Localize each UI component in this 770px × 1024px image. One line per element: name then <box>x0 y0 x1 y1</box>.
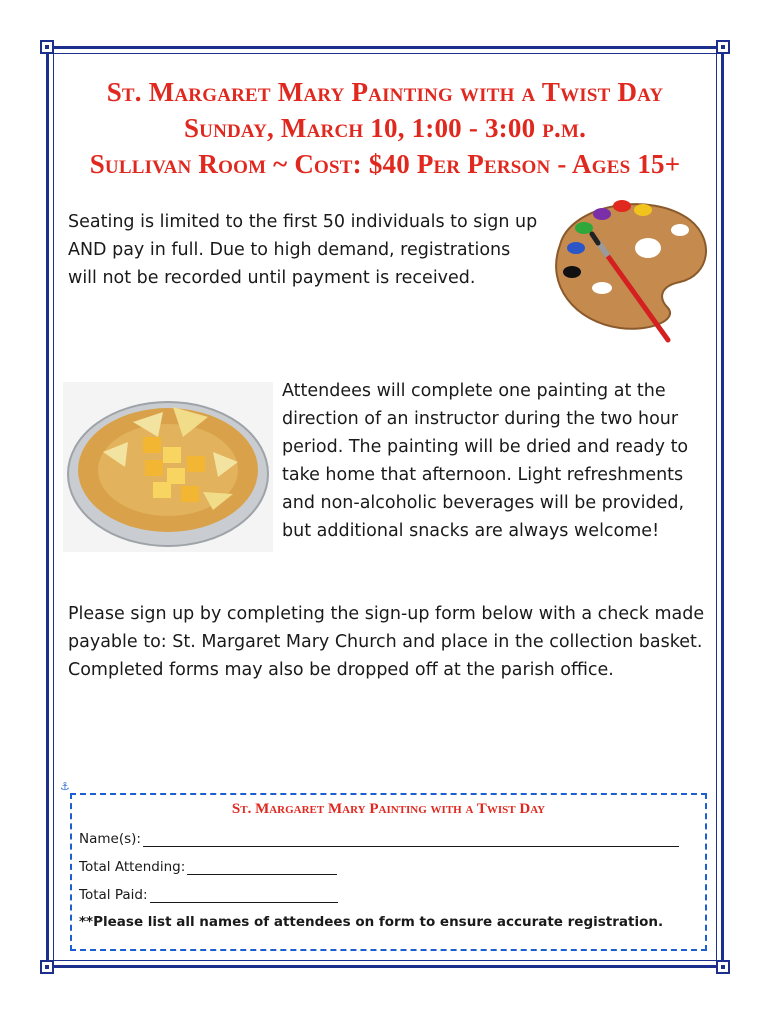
signup-form <box>70 793 707 951</box>
corner-ornament-bottom-right <box>716 960 730 974</box>
form-note: **Please list all names of attendees on form to ensure accurate registration. <box>79 914 664 930</box>
total-paid-field[interactable] <box>79 887 338 903</box>
attendees-paragraph: Attendees will complete one painting at the direction of an instructor during the two hour period. The painting will be dried and ready to take home that afternoon. Light refreshments and non-alcoholic beverages will be provided, but additional snacks are always welcome! <box>282 381 689 541</box>
total-paid-label: Total Paid: <box>79 887 148 903</box>
total-attending-line[interactable] <box>187 860 337 875</box>
event-date-time: Sunday, March 10, 1:00 - 3:00 p.m. <box>183 113 587 143</box>
names-label: Name(s): <box>79 831 141 847</box>
total-attending-field[interactable] <box>79 859 337 875</box>
seating-paragraph: Seating is limited to the first 50 individuals to sign up AND pay in full. Due to high demand, registrations will not be recorded until payment is received. <box>68 212 538 288</box>
signup-paragraph: Please sign up by completing the sign-up form below with a check made payable to: St. Margaret Mary Church and place in the collection basket. Completed forms may also be dropped off at the parish office. <box>68 604 705 680</box>
paint-palette-icon <box>540 190 715 345</box>
cheese-cracker-tray-icon <box>63 382 273 552</box>
event-title-block <box>60 74 710 182</box>
event-title: St. Margaret Mary Painting with a Twist Day <box>106 77 664 107</box>
total-paid-line[interactable] <box>150 888 338 903</box>
form-title: St. Margaret Mary Painting with a Twist Day <box>231 801 546 817</box>
corner-ornament-top-right <box>716 40 730 54</box>
corner-ornament-bottom-left <box>40 960 54 974</box>
anchor-icon: ⚓ <box>60 780 70 793</box>
corner-ornament-top-left <box>40 40 54 54</box>
event-location-cost: Sullivan Room ~ Cost: $40 Per Person - Ages 15+ <box>89 149 681 179</box>
names-line[interactable] <box>143 832 679 847</box>
total-attending-label: Total Attending: <box>79 859 186 875</box>
names-field[interactable] <box>79 831 679 847</box>
